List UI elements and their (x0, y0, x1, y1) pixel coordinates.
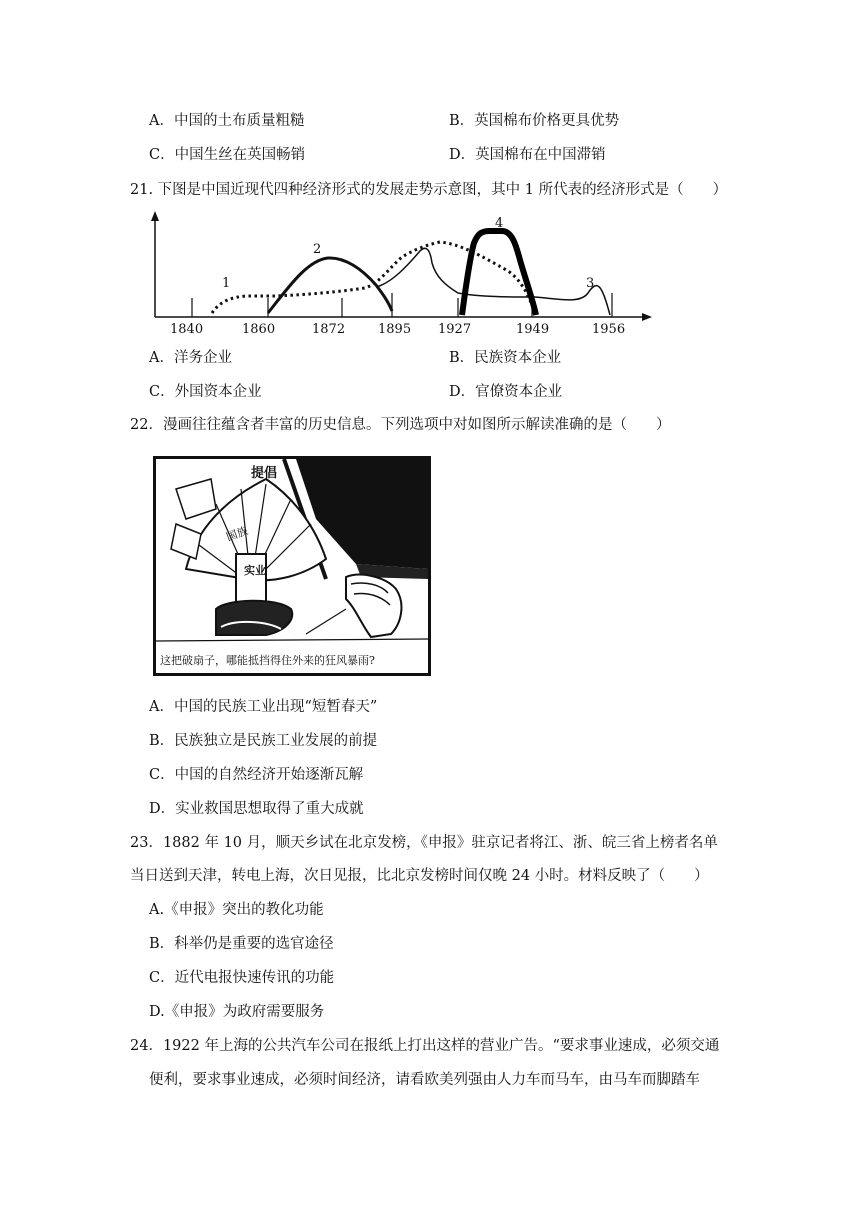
q20-option-a: A．中国的土布质量粗糙 (149, 113, 305, 129)
y-axis-arrow (151, 211, 159, 221)
q22-option-d: D．实业救国思想取得了重大成就 (149, 801, 364, 817)
cartoon-caption: 这把破扇子，哪能抵挡得住外来的狂风暴雨? (160, 654, 375, 667)
cartoon-label-top: 提倡 (251, 466, 278, 481)
x-tick-label: 1872 (312, 322, 346, 337)
q23-stem-line1: 23．1882 年 10 月，顺天乡试在北京发榜，《申报》驻京记者将江、浙、皖三省上榜者名单 (130, 835, 718, 851)
x-tick-label: 1949 (516, 322, 550, 337)
q20-option-d: D．英国棉布在中国滞销 (449, 147, 606, 163)
q23-stem-line2: 当日送到天津，转电上海，次日见报，比北京发榜时间仅晚 24 小时。材料反映了（ ） (130, 868, 709, 884)
x-tick-label: 1956 (592, 322, 626, 337)
q20-option-c: C．中国生丝在英国畅销 (149, 147, 306, 163)
q22-cartoon (153, 456, 431, 676)
curve-label-2: 2 (313, 242, 322, 257)
x-axis-arrow (642, 313, 652, 321)
x-tick-label: 1840 (170, 322, 204, 337)
q21-option-c: C．外国资本企业 (149, 384, 262, 400)
curve-4-thick (462, 231, 536, 315)
q23-option-d: D.《申报》为政府需要服务 (149, 1004, 325, 1020)
x-tick-label: 1895 (378, 322, 412, 337)
q20-option-b: B．英国棉布价格更具优势 (449, 113, 620, 129)
curve-3-thin (376, 248, 610, 315)
curve-2-solid (268, 258, 392, 313)
q22-option-a: A．中国的民族工业出现“短暂春天” (149, 699, 378, 715)
x-tick-label: 1927 (438, 322, 472, 337)
curve-label-1: 1 (222, 276, 231, 291)
cartoon-label-handle-1: 实业 (244, 564, 266, 577)
curve-label-4: 4 (495, 216, 504, 231)
q23-option-b: B．科举仍是重要的选官途径 (149, 936, 334, 952)
x-tick-label: 1860 (242, 322, 276, 337)
q21-option-a: A．洋务企业 (149, 350, 232, 366)
q21-option-b: B．民族资本企业 (449, 350, 562, 366)
q23-option-c: C．近代电报快速传讯的功能 (149, 970, 335, 986)
cartoon-illustration (156, 459, 428, 673)
q23-option-a: A.《申报》突出的教化功能 (149, 902, 324, 918)
q22-stem: 22．漫画往往蕴含者丰富的历史信息。下列选项中对如图所示解读准确的是（ ） (130, 417, 671, 433)
q22-option-b: B．民族独立是民族工业发展的前提 (149, 733, 378, 749)
curve-label-3: 3 (586, 276, 595, 291)
curve-1-dotted (212, 242, 535, 313)
q22-option-c: C．中国的自然经济开始逐渐瓦解 (149, 767, 364, 783)
cartoon-label-fan: 国族 (224, 524, 250, 544)
q24-stem-line1: 24．1922 年上海的公共汽车公司在报纸上打出这样的营业广告。“要求事业速成，必须交通 (130, 1038, 720, 1054)
q21-stem: 21. 下图是中国近现代四种经济形式的发展走势示意图，其中 1 所代表的经济形式是（ ） (130, 182, 728, 198)
q21-economy-trend-chart (140, 205, 660, 340)
q24-stem-line2: 便利，要求事业速成，必须时间经济，请看欧美列强由人力车而马车，由马车而脚踏车 (149, 1072, 700, 1088)
q21-option-d: D．官僚资本企业 (449, 384, 563, 400)
